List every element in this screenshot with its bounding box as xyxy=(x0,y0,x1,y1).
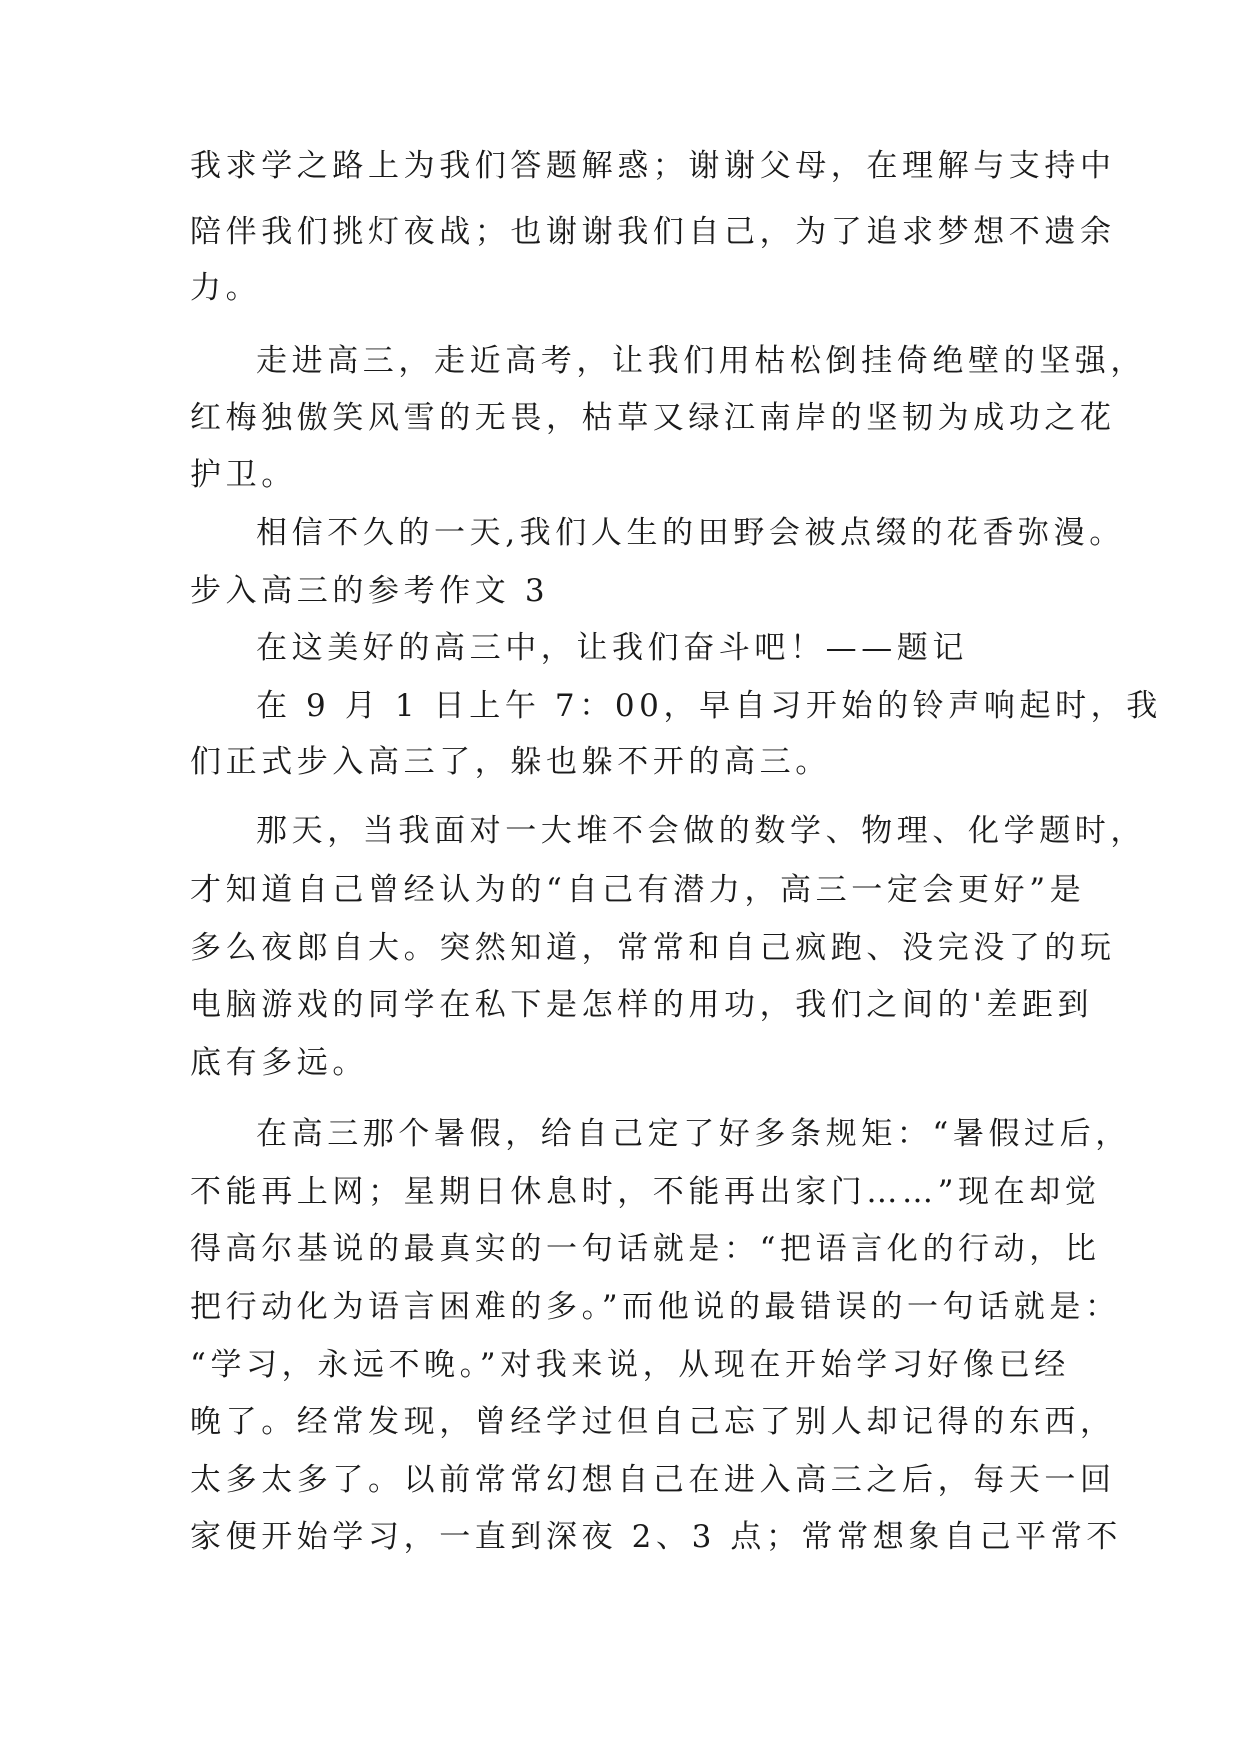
text-line: 陪伴我们挑灯夜战；也谢谢我们自己，为了追求梦想不遗余 xyxy=(190,214,1116,250)
text-line: 在高三那个暑假，给自己定了好多条规矩：“暑假过后， xyxy=(256,1116,1131,1152)
text-line: 电脑游戏的同学在私下是怎样的用功，我们之间的'差距到 xyxy=(190,987,1094,1023)
text-line: 得高尔基说的最真实的一句话就是：“把语言化的行动，比 xyxy=(190,1231,1101,1267)
text-line: 走进高三，走近高考，让我们用枯松倒挂倚绝壁的坚强， xyxy=(256,343,1146,379)
text-line: 在这美好的高三中，让我们奋斗吧！——题记 xyxy=(256,630,968,666)
section-heading: 步入高三的参考作文 3 xyxy=(190,573,550,609)
text-line: 不能再上网；星期日休息时，不能再出家门……”现在却觉 xyxy=(190,1174,1101,1210)
text-line: 那天，当我面对一大堆不会做的数学、物理、化学题时， xyxy=(256,813,1146,849)
text-line: “学习，永远不晚。”对我来说，从现在开始学习好像已经 xyxy=(190,1347,1070,1383)
text-line: 太多太多了。以前常常幻想自己在进入高三之后，每天一回 xyxy=(190,1462,1116,1498)
text-line: 把行动化为语言困难的多。”而他说的最错误的一句话就是： xyxy=(190,1289,1121,1325)
text-line: 底有多远。 xyxy=(190,1045,368,1081)
text-line: 在 9 月 1 日上午 7：00，早自习开始的铃声响起时，我 xyxy=(256,688,1162,724)
text-line: 才知道自己曾经认为的“自己有潜力，高三一定会更好”是 xyxy=(190,872,1086,908)
text-line: 多么夜郎自大。突然知道，常常和自己疯跑、没完没了的玩 xyxy=(190,930,1116,966)
text-line: 我求学之路上为我们答题解惑；谢谢父母，在理解与支持中 xyxy=(190,148,1116,184)
text-line: 红梅独傲笑风雪的无畏，枯草又绿江南岸的坚韧为成功之花 xyxy=(190,400,1116,436)
text-line: 相信不久的一天,我们人生的田野会被点缀的花香弥漫。 xyxy=(256,515,1125,551)
text-line: 家便开始学习，一直到深夜 2、3 点；常常想象自己平常不 xyxy=(190,1519,1122,1555)
text-line: 晚了。经常发现，曾经学过但自己忘了别人却记得的东西， xyxy=(190,1404,1116,1440)
text-line: 力。 xyxy=(190,270,262,306)
text-line: 们正式步入高三了，躲也躲不开的高三。 xyxy=(190,744,831,780)
text-line: 护卫。 xyxy=(190,457,297,493)
